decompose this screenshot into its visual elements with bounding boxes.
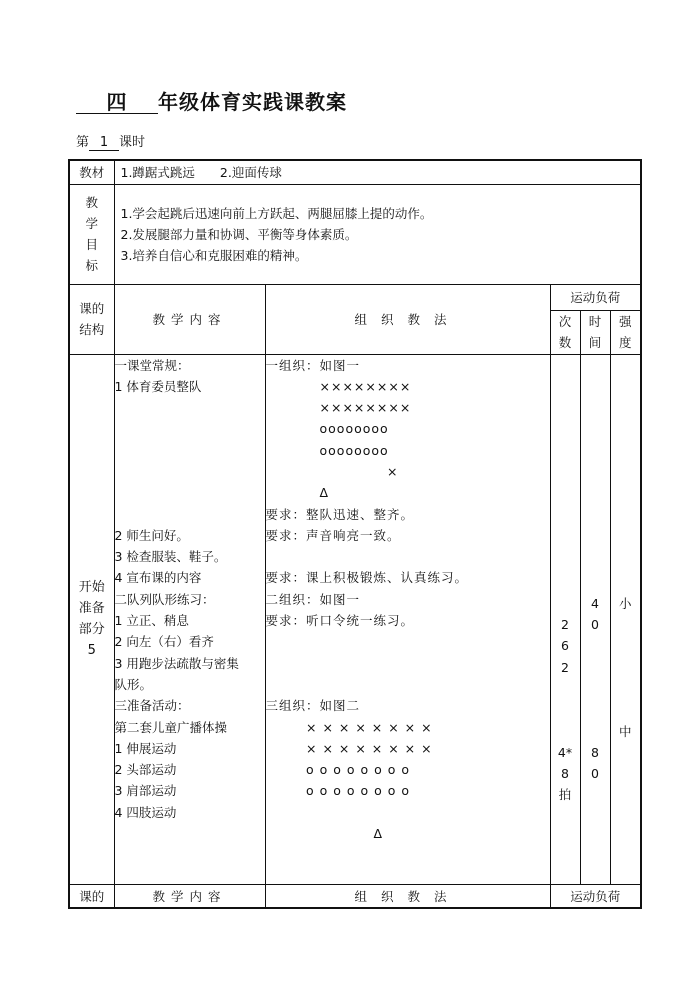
text-line: 3 检查服装、鞋子。 — [114, 549, 227, 565]
text-line — [551, 422, 580, 443]
header-structure — [69, 284, 114, 354]
text-line — [551, 486, 580, 507]
text-line — [551, 721, 580, 742]
text-line — [581, 359, 610, 380]
text-line — [611, 486, 641, 507]
section-label-line: 5 — [87, 643, 96, 658]
text-line — [581, 401, 610, 422]
text-line: 要求：整队迅速、整齐。 — [265, 506, 415, 522]
text-line — [551, 529, 580, 550]
text-line — [611, 614, 641, 635]
text-line — [551, 401, 580, 422]
text-line: ×××××××× — [265, 378, 412, 394]
text-line — [581, 529, 610, 550]
header-content: 教学内容 — [114, 284, 265, 354]
text-line: 8 — [561, 766, 569, 782]
header-load: 运动负荷 — [550, 284, 641, 310]
text-line — [611, 529, 641, 550]
intensity-column — [610, 354, 641, 884]
footer-load: 运动负荷 — [550, 884, 641, 908]
text-line: 4* — [557, 744, 573, 760]
text-line — [115, 461, 265, 482]
text-line — [581, 444, 610, 465]
text-line: 2 — [561, 659, 569, 675]
text-line — [611, 465, 641, 486]
text-line — [581, 721, 610, 742]
goals-label-char: 目 — [85, 237, 98, 252]
header-structure-line: 课的 — [79, 301, 105, 316]
header-char: 强 — [619, 314, 632, 329]
header-char: 次 — [558, 314, 572, 329]
text-line — [611, 550, 641, 571]
header-intensity — [610, 310, 641, 354]
page-title — [76, 86, 347, 115]
time-column — [580, 354, 610, 884]
header-time — [580, 310, 610, 354]
text-line — [611, 444, 641, 465]
section-row — [69, 354, 641, 884]
goals-label-char: 学 — [85, 216, 98, 231]
text-line — [551, 380, 580, 401]
text-line — [611, 380, 641, 401]
text-line: 0 — [591, 766, 599, 782]
text-line: 三组织：如图二 — [265, 698, 361, 714]
text-line — [581, 508, 610, 529]
text-line: oooooooo — [265, 442, 389, 458]
text-line — [266, 653, 550, 674]
text-line: × × × × × × × × — [265, 719, 433, 735]
text-line: 4 四肢运动 — [114, 804, 177, 820]
text-line — [551, 699, 580, 720]
text-line — [611, 508, 641, 529]
goal-item: 3.培养自信心和克服困难的精神。 — [120, 247, 308, 263]
text-line: 一组织：如图一 — [265, 357, 361, 373]
text-line: 三准备活动： — [114, 698, 190, 714]
section-label-line: 准备 — [78, 601, 105, 616]
text-line: 3 用跑步法疏散与密集 — [114, 655, 239, 671]
text-line — [266, 802, 550, 823]
text-line: 6 — [561, 638, 569, 654]
text-line: 一课堂常规： — [114, 357, 190, 373]
goals-row — [69, 184, 641, 284]
text-line — [551, 550, 580, 571]
header-method: 组织教法 — [265, 284, 550, 354]
text-line: 第二套儿童广播体操 — [114, 719, 228, 735]
text-line: o o o o o o o o — [265, 783, 410, 799]
text-line: 3 肩部运动 — [114, 783, 177, 799]
text-line: 拍 — [558, 787, 572, 803]
lesson-number-line — [76, 131, 145, 151]
text-line — [611, 571, 641, 592]
text-line: oooooooo — [265, 421, 389, 437]
text-line: 2 向左（右）看齐 — [114, 634, 214, 650]
header-row — [69, 284, 641, 310]
text-line — [551, 444, 580, 465]
text-line — [611, 635, 641, 656]
text-line: 1 体育委员整队 — [114, 378, 202, 394]
section-label — [69, 354, 114, 884]
text-line — [551, 465, 580, 486]
footer-row — [69, 884, 641, 908]
header-structure-line: 结构 — [79, 322, 105, 337]
lesson-prefix: 第 — [76, 135, 90, 150]
footer-structure: 课的 — [69, 884, 114, 908]
text-line: × × × × × × × × — [265, 740, 433, 756]
lesson-plan-table — [68, 159, 642, 909]
text-line — [581, 380, 610, 401]
text-line: 2 头部运动 — [114, 762, 177, 778]
goals-label-char: 标 — [85, 258, 98, 273]
text-line: 要求：声音响亮一致。 — [265, 527, 401, 543]
footer-content: 教学内容 — [114, 884, 265, 908]
goal-item: 1.学会起跳后迅速向前上方跃起、两腿屈膝上提的动作。 — [120, 205, 433, 221]
text-line — [266, 546, 550, 567]
text-line: 二组织：如图一 — [265, 591, 361, 607]
text-line — [611, 422, 641, 443]
text-line: 2 — [561, 617, 569, 633]
text-line: 2 师生问好。 — [114, 527, 189, 543]
text-line — [611, 657, 641, 678]
text-line: 要求：听口令统一练习。 — [265, 613, 415, 629]
text-line — [611, 401, 641, 422]
title-text: 年级体育实践课教案 — [158, 90, 347, 114]
text-line — [115, 482, 265, 503]
material-items: 1.蹲踞式跳远 2.迎面传球 — [114, 160, 641, 184]
lesson-suffix: 课时 — [119, 135, 146, 150]
text-line — [581, 486, 610, 507]
text-line — [551, 359, 580, 380]
text-line: Δ — [265, 485, 330, 501]
text-line: 要求：课上积极锻炼、认真练习。 — [265, 570, 469, 586]
text-line: 队形。 — [114, 676, 153, 692]
text-line — [266, 674, 550, 695]
count-column — [550, 354, 580, 884]
text-line — [551, 678, 580, 699]
text-line: 1 立正、稍息 — [114, 613, 189, 629]
method-column — [265, 354, 550, 884]
section-label-line: 部分 — [78, 622, 105, 637]
text-line — [581, 635, 610, 656]
text-line: 1 伸展运动 — [114, 740, 177, 756]
text-line — [551, 571, 580, 592]
section-label-line: 开始 — [78, 580, 105, 595]
content-column — [114, 354, 265, 884]
text-line — [115, 397, 265, 418]
text-line: 0 — [591, 617, 599, 633]
text-line — [611, 699, 641, 720]
text-line — [551, 593, 580, 614]
text-line — [115, 418, 265, 439]
goals-list — [114, 184, 641, 284]
text-line: 4 宣布课的内容 — [114, 570, 202, 586]
text-line: × — [265, 463, 399, 479]
text-line — [581, 465, 610, 486]
text-line: ×××××××× — [265, 400, 412, 416]
material-label: 教材 — [69, 160, 114, 184]
text-line — [581, 571, 610, 592]
goal-item: 2.发展腿部力量和协调、平衡等身体素质。 — [120, 226, 358, 242]
text-line — [581, 422, 610, 443]
text-line — [115, 504, 265, 525]
header-char: 数 — [558, 335, 572, 350]
text-line — [611, 359, 641, 380]
text-line — [115, 440, 265, 461]
grade-field: 四 — [76, 91, 158, 114]
text-line — [581, 550, 610, 571]
text-line — [611, 678, 641, 699]
text-line: o o o o o o o o — [265, 762, 410, 778]
header-char: 度 — [619, 335, 632, 350]
text-line: Δ — [265, 826, 384, 842]
header-count — [550, 310, 580, 354]
text-line: 二队列队形练习： — [114, 591, 215, 607]
text-line: 小 — [619, 595, 632, 611]
text-line: 4 — [591, 595, 599, 611]
text-line: 中 — [619, 723, 632, 739]
text-line — [551, 508, 580, 529]
header-char: 时 — [588, 314, 602, 329]
goals-label-char: 教 — [85, 195, 98, 210]
goals-label — [69, 184, 114, 284]
text-line — [266, 631, 550, 652]
material-row — [69, 160, 641, 184]
text-line — [581, 657, 610, 678]
footer-method: 组织教法 — [265, 884, 550, 908]
text-line: 8 — [591, 744, 599, 760]
text-line — [581, 699, 610, 720]
lesson-number: 1 — [89, 135, 119, 151]
header-char: 间 — [588, 335, 602, 350]
text-line — [581, 678, 610, 699]
